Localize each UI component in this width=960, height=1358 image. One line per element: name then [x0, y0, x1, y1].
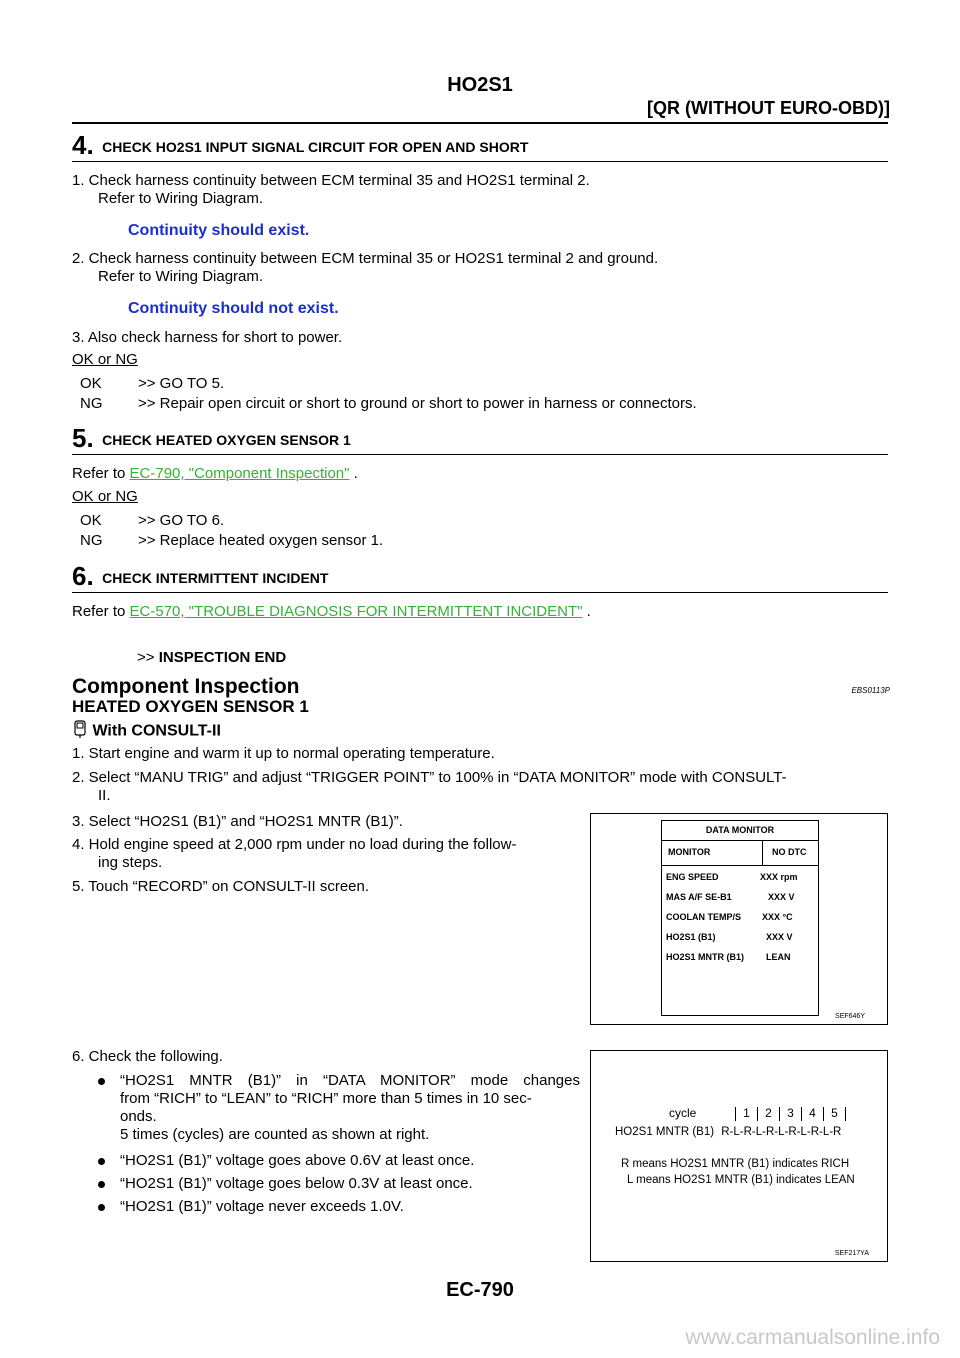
step-4-rule	[72, 161, 888, 162]
monitor-row-label: MAS A/F SE-B1	[666, 892, 732, 902]
sensor-subheading: HEATED OXYGEN SENSOR 1	[72, 697, 309, 716]
data-monitor-figure	[590, 813, 888, 1025]
column-divider	[762, 840, 763, 865]
figure-code: SEF646Y	[835, 1013, 865, 1020]
screen-divider	[662, 865, 818, 866]
procedure-step-3: 3. Select “HO2S1 (B1)” and “HO2S1 MNTR (B1)”.	[72, 813, 403, 830]
cycle-figure	[590, 1050, 888, 1262]
cycle-number: 1	[743, 1106, 750, 1120]
intermittent-incident-link[interactable]: EC-570, "TROUBLE DIAGNOSIS FOR INTERMITTENT INCIDENT"	[129, 603, 583, 620]
step-6-heading	[72, 561, 328, 592]
legend-rich: R means HO2S1 MNTR (B1) indicates RICH	[621, 1158, 850, 1170]
step-4-item-3: 3. Also check harness for short to power.	[72, 329, 343, 346]
data-monitor-screen	[661, 820, 819, 1016]
data-monitor-title: DATA MONITOR	[705, 825, 775, 835]
watermark: www.carmanualsonline.info	[685, 1326, 940, 1349]
with-consult-row: With CONSULT-II	[72, 720, 221, 743]
monitor-row-label: ENG SPEED	[666, 872, 719, 882]
check-bullet-1: “HO2S1 MNTR (B1)” in “DATA MONITOR” mode changes from “RICH” to “LEAN” to “RICH” more than 5 times in 10 sec- onds. 5 times (cycles) are counted as shown at right.	[98, 1072, 580, 1144]
section-code: EBS0113P	[851, 686, 890, 695]
figure-code: SEF217YA	[834, 1250, 869, 1257]
monitor-row-label: HO2S1 MNTR (B1)	[666, 952, 745, 962]
component-inspection-heading: Component Inspection	[72, 675, 300, 698]
page-header-title: HO2S1	[447, 74, 513, 96]
step-number: 4.	[72, 130, 94, 160]
step-5-ng-row: NG >> Replace heated oxygen sensor 1.	[80, 532, 384, 549]
cycle-number: 4	[809, 1106, 816, 1120]
check-bullet-4: “HO2S1 (B1)” voltage never exceeds 1.0V.	[98, 1198, 404, 1216]
procedure-step-6: 6. Check the following.	[72, 1048, 223, 1065]
spec-continuity-not-exist: Continuity should not exist.	[128, 300, 339, 317]
step-number: 5.	[72, 423, 94, 453]
step-5-rule	[72, 454, 888, 455]
monitor-row-label: COOLAN TEMP/S	[666, 912, 742, 922]
step-4-item-2: 2. Check harness continuity between ECM terminal 35 or HO2S1 terminal 2 and ground. Refer to Wiring Diagram.	[72, 250, 659, 285]
monitor-row-value: XXX V	[766, 932, 793, 942]
component-inspection-link[interactable]: EC-790, "Component Inspection"	[129, 465, 350, 482]
header-rule	[72, 122, 888, 124]
monitor-column-label: MONITOR	[668, 847, 711, 857]
monitor-row-value: LEAN	[766, 952, 791, 962]
cycle-label: cycle	[669, 1106, 697, 1120]
screen-divider	[662, 840, 818, 841]
no-dtc-label: NO DTC	[772, 847, 807, 857]
bullet-icon	[98, 1078, 105, 1085]
step-title: CHECK HO2S1 INPUT SIGNAL CIRCUIT FOR OPEN AND SHORT	[102, 139, 529, 155]
cycle-number: 5	[831, 1106, 838, 1120]
cycle-divider	[845, 1107, 846, 1121]
bullet-icon	[98, 1158, 105, 1165]
monitor-row-value: XXX V	[768, 892, 795, 902]
ok-or-ng-label: OK or NG	[72, 488, 138, 505]
monitor-row-value: XXX °C	[762, 912, 793, 922]
step-4-ng-row: NG >> Repair open circuit or short to ground or short to power in harness or connectors.	[80, 395, 697, 412]
step-title: CHECK HEATED OXYGEN SENSOR 1	[102, 432, 351, 448]
step-5-heading	[72, 423, 351, 454]
bullet-icon	[98, 1181, 105, 1188]
step-5-ok-row: OK >> GO TO 6.	[80, 512, 225, 529]
step-4-heading	[72, 130, 528, 161]
step-4-item-1: 1. Check harness continuity between ECM terminal 35 and HO2S1 terminal 2. Refer to Wiring Diagram.	[72, 172, 590, 207]
check-bullet-3: “HO2S1 (B1)” voltage goes below 0.3V at least once.	[98, 1175, 473, 1193]
inspection-end: >> INSPECTION END	[137, 649, 287, 666]
consult-tool-icon	[72, 720, 88, 743]
cycle-row	[669, 1106, 846, 1121]
mntr-sequence-row: HO2S1 MNTR (B1) R-L-R-L-R-L-R-L-R-L-R	[615, 1126, 842, 1138]
procedure-step-2: 2. Select “MANU TRIG” and adjust “TRIGGER POINT” to 100% in “DATA MONITOR” mode with CONSULT- II.	[72, 769, 787, 804]
legend-lean: L means HO2S1 MNTR (B1) indicates LEAN	[627, 1174, 855, 1186]
spec-continuity-exist: Continuity should exist.	[128, 222, 310, 239]
step-6-rule	[72, 592, 888, 593]
step-title: CHECK INTERMITTENT INCIDENT	[102, 570, 329, 586]
check-bullet-2: “HO2S1 (B1)” voltage goes above 0.6V at least once.	[98, 1152, 474, 1170]
step-5-refer: Refer to EC-790, "Component Inspection" .	[72, 465, 358, 482]
ok-or-ng-label: OK or NG	[72, 351, 138, 368]
cycle-number: 3	[787, 1106, 794, 1120]
page-header-subtitle: [QR (WITHOUT EURO-OBD)]	[647, 98, 890, 118]
cycle-number: 2	[765, 1106, 772, 1120]
step-6-refer: Refer to EC-570, "TROUBLE DIAGNOSIS FOR INTERMITTENT INCIDENT" .	[72, 603, 591, 620]
monitor-row-label: HO2S1 (B1)	[666, 932, 716, 942]
monitor-row-value: XXX rpm	[760, 872, 798, 882]
procedure-step-5: 5. Touch “RECORD” on CONSULT-II screen.	[72, 878, 370, 895]
procedure-step-1: 1. Start engine and warm it up to normal operating temperature.	[72, 745, 495, 762]
step-number: 6.	[72, 561, 94, 591]
step-4-ok-row: OK >> GO TO 5.	[80, 375, 225, 392]
bullet-icon	[98, 1204, 105, 1211]
page-number: EC-790	[446, 1279, 514, 1301]
procedure-step-4: 4. Hold engine speed at 2,000 rpm under no load during the follow- ing steps.	[72, 836, 517, 871]
